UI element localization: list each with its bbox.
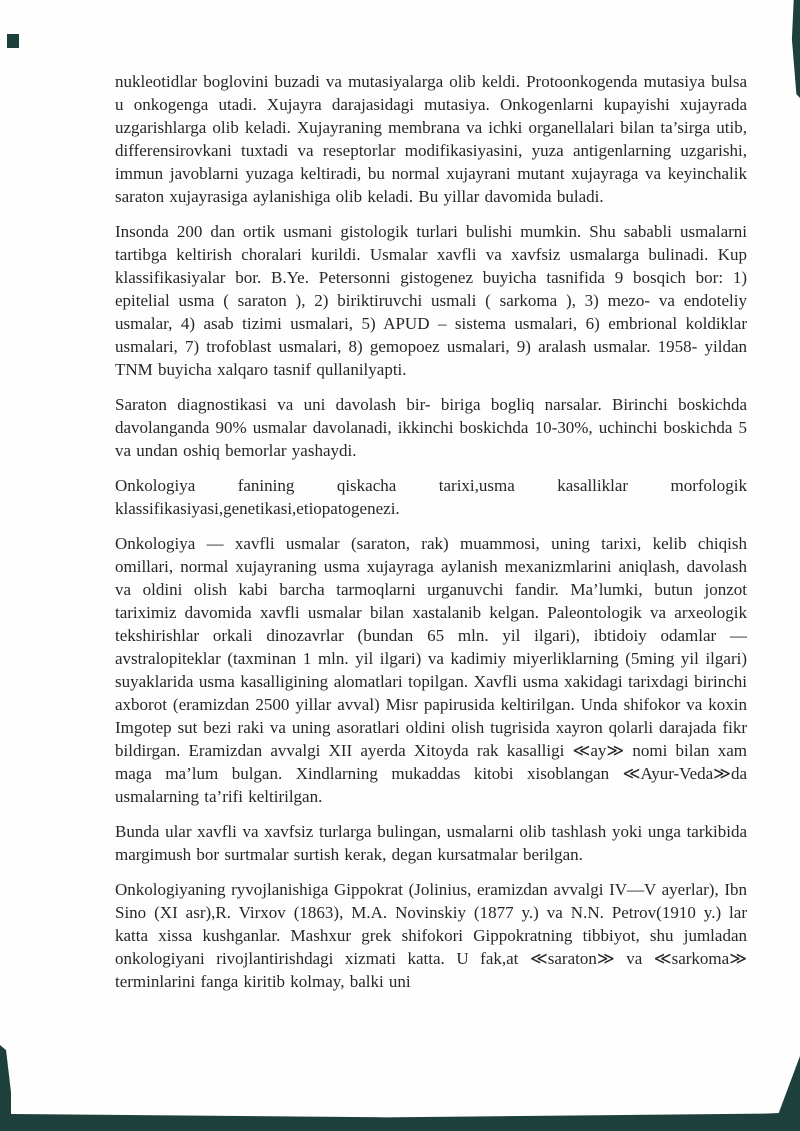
scan-edge-mark-top-left — [7, 34, 19, 48]
scan-edge-mark-bottom-right — [772, 1056, 800, 1131]
paragraph-6: Bunda ular xavfli va xavfsiz turlarga bulingan, usmalarni olib tashlash yoki unga tarkibida margimush bor surtmalar surtish kerak, degan kursatmalar berilgan. — [115, 822, 747, 864]
document-text-block — [115, 70, 747, 1005]
paragraph-4: Onkologiya fanining qiskacha tarixi,usma kasalliklar morfologik klassifikasiyasi,genetikasi,etiopatogenezi. — [115, 476, 747, 518]
paragraph-3: Saraton diagnostikasi va uni davolash bir- biriga bogliq narsalar. Birinchi boskichda davolanganda 90% usmalar davolanadi, ikkinchi boskichda 10-30%, uchinchi boskichda 5 va undan oshiq bemorlar yashaydi. — [115, 395, 747, 460]
scan-edge-mark-bottom-band — [0, 1112, 800, 1131]
paragraph-7: Onkologiyaning ryvojlanishiga Gippokrat (Jolinius, eramizdan avvalgi IV—V ayerlar), Ibn Sino (XI asr),R. Virxov (1863), M.A. Novinskiy (1877 y.) va N.N. Petrov(1910 y.) lar katta xissa kushganlar. Mashxur grek shifokori Gippokratning tibbiyot, shu jumladan onkologiyani rivojlantirishdagi xizmati katta. U fak,at ≪saraton≫ va ≪sarkoma≫ terminlarini fanga kiritib kolmay, balki uni — [115, 880, 747, 991]
paragraph-2: Insonda 200 dan ortik usmani gistologik turlari bulishi mumkin. Shu sababli usmalarni tartibga keltirish choralari kurildi. Usmalar xavfli va xavfsiz usmalarga bulinadi. Kup klassifikasiyalar bor. B.Ye. Petersonni gistogenez buyicha tasnifida 9 bosqich bor: 1) epitelial usma ( saraton ), 2) biriktiruvchi usmali ( sarkoma ), 3) mezo- va endoteliy usmalar, 4) asab tizimi usmalari, 5) APUD – sistema usmalari, 6) embrional koldiklar usmalari, 7) trofoblast usmalari, 8) gemopoez usmalari, 9) aralash usmalar. 1958- yildan TNM buyicha xalqaro tasnif qullanilyapti. — [115, 222, 747, 379]
paragraph-1: nukleotidlar boglovini buzadi va mutasiyalarga olib keldi. Protoonkogenda mutasiya bulsa u onkogenga utadi. Xujayra darajasidagi mutasiya. Onkogenlarni kupayishi xujayrada uzgarishlarga olib keladi. Xujayraning membrana va ichki organellalari bilan ta’sirga utib, differensirovkani tuxtadi va reseptorlar modifikasiyasini, yuza antigenlarning uzgarishi, immun javoblarni yuzaga keltiradi, bu normal xujayrani mutant xujayraga va keyinchalik saraton xujayrasiga aylanishiga olib keladi. Bu yillar davomida buladi. — [115, 72, 747, 206]
scan-edge-mark-right-top — [791, 0, 800, 98]
paragraph-5: Onkologiya — xavfli usmalar (saraton, rak) muammosi, uning tarixi, kelib chiqish omillari, normal xujayraning usma xujayraga aylanish mexanizmlarini aniqlash, davolash va oldini olish kabi barcha tarmoqlarni urganuvchi fandir. Ma’lumki, butun jonzot tariximiz davomida xavfli usmalar bilan xastalanib kelgan. Paleontologik va arxeologik tekshirishlar orkali dinozavrlar (bundan 65 mln. yil ilgari), ibtidoiy odamlar — avstralopiteklar (taxminan 1 mln. yil ilgari) va kadimiy miyerliklarning (5ming yil ilgari) suyaklarida usma kasalligining alomatlari topilgan. Xavfli usma xakidagi tarixdagi birinchi axborot (eramizdan 2500 yillar avval) Misr papirusida keltirilgan. Unda shifokor va koxin Imgotep sut bezi raki va uning asoratlari oldini olish tugrisida xayron qolarli darajada fikr bildirgan. Eramizdan avvalgi XII ayerda Xitoyda rak kasalligi ≪ay≫ nomi bilan xam maga ma’lum bulgan. Xindlarning mukaddas kitobi xisoblangan ≪Ayur-Veda≫da usmalarning ta’rifi keltirilgan. — [115, 534, 747, 806]
